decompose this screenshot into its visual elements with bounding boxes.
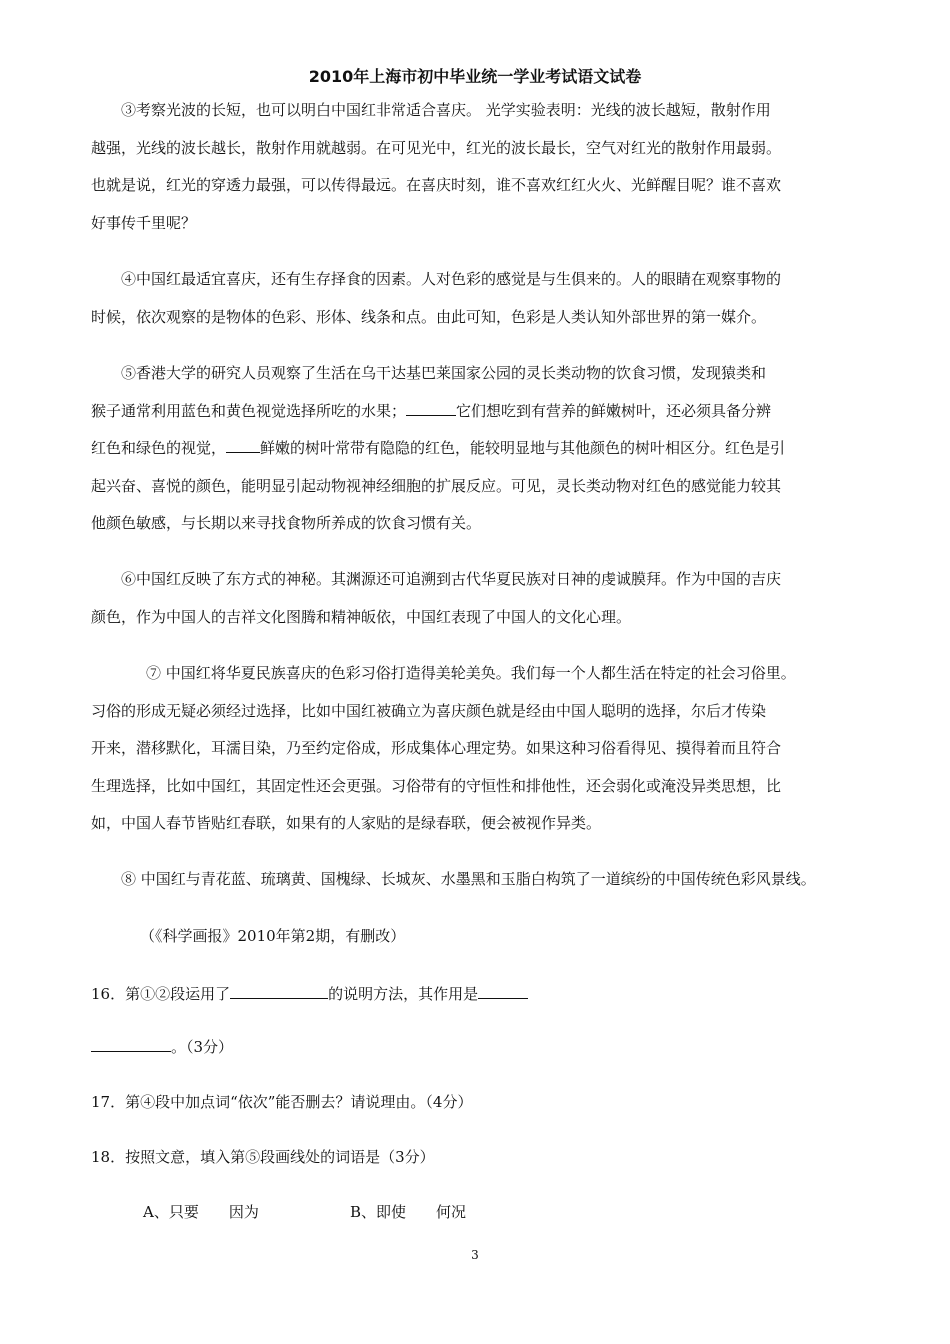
option-a: A、只要 因为 [143, 1203, 259, 1221]
paragraph-5 [91, 355, 863, 543]
paragraph-line: 颜色，作为中国人的吉祥文化图腾和精神皈依，中国红表现了中国人的文化心理。 [91, 607, 632, 626]
question-text: 16．第①②段运用了 [91, 985, 231, 1003]
paragraph-line: 好事传千里呢？ [91, 213, 197, 232]
line-text: 鲜嫩的树叶常带有隐隐的红色，能较明显地与其他颜色的树叶相区分。红色是引 [260, 439, 786, 457]
paragraph-line: 他颜色敏感，与长期以来寻找食物所养成的饮食习惯有关。 [91, 514, 482, 532]
paragraph-line: 如，中国人春节皆贴红春联，如果有的人家贴的是绿春联，便会被视作异类。 [91, 814, 602, 832]
answer-blank[interactable] [230, 984, 328, 999]
source-citation: （《科学画报》2010年第2期，有删改） [140, 927, 406, 945]
page-title: 2010年上海市初中毕业统一学业考试语文试卷 [308, 67, 642, 86]
paragraph-7 [91, 655, 863, 843]
paragraph-line: 越强，光线的波长越长，散射作用就越弱。在可见光中，红光的波长最长，空气对红光的散射作用最弱。 [91, 138, 782, 157]
paragraph-line: 习俗的形成无疑必须经过选择，比如中国红被确立为喜庆颜色就是经由中国人聪明的选择，尔后才传染 [91, 701, 767, 720]
question-16-continued [91, 1036, 233, 1057]
paragraph-line: 也就是说，红光的穿透力最强，可以传得最远。在喜庆时刻，谁不喜欢红红火火、光鲜醒目呢？谁不喜欢 [91, 176, 782, 194]
paragraph-line: ③考察光波的长短，也可以明白中国红非常适合喜庆。 光学实验表明：光线的波长越短，散射作用 [121, 101, 771, 119]
option-b: B、即使 何况 [350, 1203, 467, 1221]
paragraph-line: 时候，依次观察的是物体的色彩、形体、线条和点。由此可知，色彩是人类认知外部世界的第一媒介。 [91, 307, 767, 326]
question-17: 17．第④段中加点词“依次”能否删去？请说理由。（4分） [91, 1093, 473, 1111]
paragraph-line: ⑤香港大学的研究人员观察了生活在乌干达基巴莱国家公园的灵长类动物的饮食习惯，发现猿类和 [121, 364, 767, 382]
question-18: 18．按照文意，填入第⑤段画线处的词语是（3分） [91, 1148, 435, 1166]
paragraph-3 [91, 92, 863, 242]
paragraph-line: 开来，潜移默化，耳濡目染，乃至约定俗成，形成集体心理定势。如果这种习俗看得见、摸得着而且符合 [91, 739, 782, 757]
paragraph-line: 起兴奋、喜悦的颜色，能明显引起动物视神经细胞的扩展反应。可见，灵长类动物对红色的感觉能力较其 [91, 476, 782, 495]
paragraph-line [91, 393, 863, 431]
paragraph-line: ⑥中国红反映了东方式的神秘。其渊源还可追溯到古代华夏民族对日神的虔诚膜拜。作为中国的吉庆 [121, 570, 782, 588]
line-text: 猴子通常利用蓝色和黄色视觉选择所吃的水果； [91, 401, 407, 420]
answer-blank[interactable] [91, 1037, 171, 1052]
paragraph-line: ⑦ 中国红将华夏民族喜庆的色彩习俗打造得美轮美奂。我们每一个人都生活在特定的社会习俗里。 [146, 664, 796, 682]
paragraph-4 [91, 261, 863, 336]
paragraph-line: ⑧ 中国红与青花蓝、琉璃黄、国槐绿、长城灰、水墨黑和玉脂白构筑了一道缤纷的中国传统色彩风景线。 [121, 870, 816, 888]
fill-blank-1 [406, 401, 456, 416]
paragraph-6 [91, 561, 863, 636]
paragraph-line: ④中国红最适宜喜庆，还有生存择食的因素。人对色彩的感觉是与生俱来的。人的眼睛在观察事物的 [121, 270, 782, 288]
line-text: 它们想吃到有营养的鲜嫩树叶，还必须具备分辨 [456, 401, 772, 420]
fill-blank-2 [226, 438, 260, 453]
paragraph-8 [91, 861, 863, 899]
question-16 [91, 983, 528, 1004]
answer-blank[interactable] [478, 984, 528, 999]
paragraph-line [91, 430, 863, 468]
line-text: 红色和绿色的视觉， [91, 439, 227, 457]
question-text: 。（3分） [171, 1038, 234, 1056]
paragraph-line: 生理选择，比如中国红，其固定性还会更强。习俗带有的守恒性和排他性，还会弱化或淹没异类思想，比 [91, 776, 782, 795]
page-number: 3 [471, 1248, 479, 1262]
question-text: 的说明方法，其作用是 [328, 985, 479, 1003]
